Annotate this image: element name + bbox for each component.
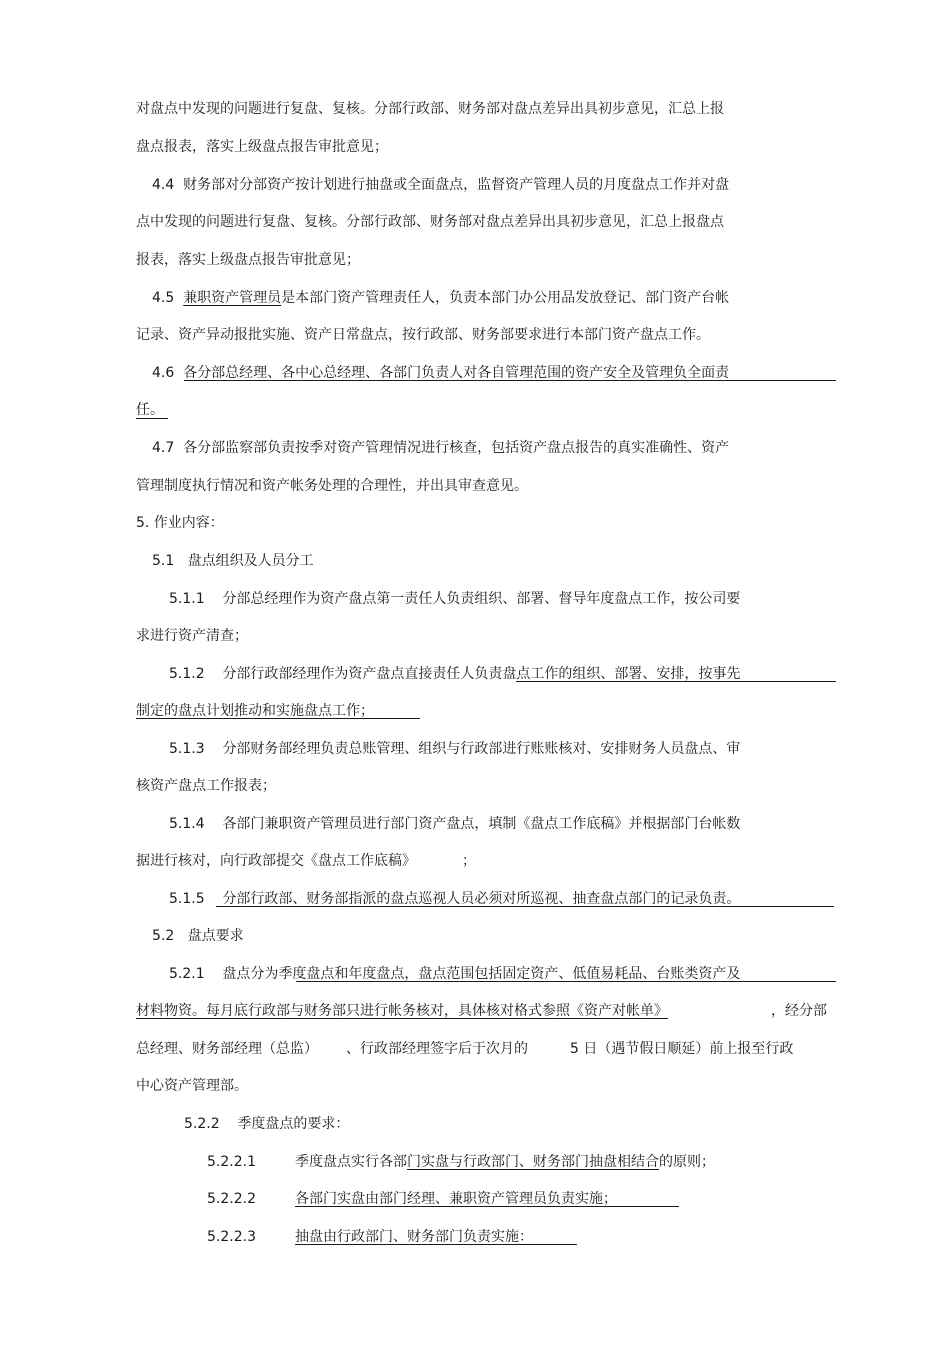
underline-rule	[136, 718, 420, 719]
clause-number: 4.4	[152, 177, 175, 193]
paragraph-line: 管理制度执行情况和资产帐务处理的合理性，并出具审查意见。	[136, 478, 528, 494]
clause-text: 分部总经理作为资产盘点第一责任人负责组织、部署、督导年度盘点工作，按公司要	[222, 591, 741, 607]
clause-5-2-2-1	[207, 1152, 256, 1172]
clause-number: 5.1.2	[169, 666, 205, 682]
heading-text: 盘点要求	[187, 928, 244, 944]
clause-number: 4.7	[152, 440, 175, 456]
clause-number: 5.2.2.3	[207, 1229, 256, 1245]
clause-number: 5.2.1	[169, 966, 205, 982]
paragraph-fragment: 、行政部经理签字后于次月的	[346, 1041, 528, 1057]
plain-text: 季度盘点实行各部	[295, 1154, 407, 1170]
paragraph-line: 对盘点中发现的问题进行复盘、复核。分部行政部、财务部对盘点差异出具初步意见，汇总上报	[136, 101, 724, 117]
clause-4-5	[152, 288, 729, 308]
paragraph-line: 报表，落实上级盘点报告审批意见；	[136, 252, 360, 268]
clause-number: 5.1.1	[169, 591, 205, 607]
clause-number: 4.5	[152, 290, 175, 306]
paragraph-line	[136, 1001, 668, 1021]
paragraph-line: 总经理、财务部经理（总监）	[136, 1041, 318, 1057]
paragraph-line: 记录、资产异动报批实施、资产日常盘点，按行政部、财务部要求进行本部门资产盘点工作。	[136, 327, 710, 343]
paragraph-fragment: ，经分部	[771, 1003, 827, 1019]
clause-text: 盘点分为	[222, 966, 279, 982]
heading-5-2	[152, 926, 244, 946]
paragraph-line: 求进行资产清查；	[136, 628, 248, 644]
underline-rule	[184, 380, 836, 381]
underlined-text: 季度盘点和年度盘点，盘点范围包括固定资产、低值易耗品、台账类资产及	[278, 966, 741, 982]
clause-text: 各部门实盘由部门经理、兼职资产管理员负责实施；	[295, 1191, 617, 1207]
paragraph-fragment: ；	[462, 853, 476, 869]
underline-rule	[516, 681, 836, 682]
clause-4-7	[152, 438, 729, 458]
clause-text	[295, 1152, 715, 1172]
heading-text: 盘点组织及人员分工	[187, 553, 314, 569]
clause-4-4	[152, 175, 729, 195]
clause-number: 4.6	[152, 365, 175, 381]
clause-text: 分部行政部经理作为资产盘点直接责任人负责	[222, 666, 503, 682]
underlined-text: 兼职资产管理员	[183, 290, 282, 306]
clause-number: 5.2.2	[184, 1116, 220, 1132]
paragraph-line: 点中发现的问题进行复盘、复核。分部行政部、财务部对盘点差异出具初步意见，汇总上报盘点	[136, 214, 724, 230]
paragraph-fragment: 5 日（遇节假日顺延）前上报至行政	[570, 1041, 794, 1057]
clause-number: 5.1.5	[169, 891, 205, 907]
paragraph-line: 据进行核对，向行政部提交《盘点工作底稿》	[136, 853, 416, 869]
plain-text: 的原则；	[659, 1154, 715, 1170]
clause-number: 5.2	[152, 928, 175, 944]
paragraph-line: 任。	[136, 402, 164, 418]
heading-5-1	[152, 551, 314, 571]
paragraph-line: 中心资产管理部。	[136, 1078, 248, 1094]
clause-number: 5.2.2.2	[207, 1191, 256, 1207]
underline-rule	[295, 1206, 679, 1207]
clause-text: 分部行政部、财务部指派的盘点巡视人员必须对所巡视、抽查盘点部门的记录负责。	[222, 891, 741, 907]
paragraph-line: 制定的盘点计划推动和实施盘点工作；	[136, 703, 374, 719]
clause-5-2-2-3	[207, 1227, 256, 1247]
clause-5-1-4	[169, 814, 740, 834]
clause-number: 5.1	[152, 553, 175, 569]
paragraph-line: 核资产盘点工作报表；	[136, 778, 276, 794]
clause-number: 5.1.3	[169, 741, 205, 757]
clause-text: 抽盘由行政部门、财务部门负责实施：	[295, 1229, 533, 1245]
clause-text: 是本部门资产管理责任人，负责本部门办公用品发放登记、部门资产台帐	[281, 290, 730, 306]
clause-number: 5.1.4	[169, 816, 205, 832]
underlined-text: 材料物资。每月底行政部与财务部只进行帐务核对，具体核对格式参照《资产对帐单》	[136, 1003, 668, 1019]
clause-number: 5.2.2.1	[207, 1154, 256, 1170]
clause-5-1-1	[169, 589, 740, 609]
underline-rule	[295, 1244, 577, 1245]
clause-text: 各部门兼职资产管理员进行部门资产盘点，填制《盘点工作底稿》并根据部门台帐数	[222, 816, 741, 832]
clause-5-1-3	[169, 739, 740, 759]
underline-rule	[136, 418, 168, 419]
underline-rule	[216, 906, 834, 907]
section-heading-5: 5. 作业内容：	[136, 515, 224, 531]
heading-text: 季度盘点的要求：	[237, 1116, 350, 1132]
clause-text: 财务部对分部资产按计划进行抽盘或全面盘点，监督资产管理人员的月度盘点工作并对盘	[183, 177, 730, 193]
clause-text: 各分部总经理、各中心总经理、各部门负责人对各自管理范围的资产安全及管理负全面责	[183, 365, 730, 381]
paragraph-line: 盘点报表，落实上级盘点报告审批意见；	[136, 139, 388, 155]
underlined-text: 门实盘与行政部门、财务部门抽盘相结合	[407, 1154, 659, 1170]
underline-rule	[296, 981, 836, 982]
underlined-text: 盘点工作的组织、部署、安排，按事先	[502, 666, 741, 682]
clause-5-2-2-2	[207, 1189, 256, 1209]
clause-text: 各分部监察部负责按季对资产管理情况进行核查，包括资产盘点报告的真实准确性、资产	[183, 440, 730, 456]
clause-text: 分部财务部经理负责总账管理、组织与行政部进行账账核对、安排财务人员盘点、审	[222, 741, 741, 757]
heading-5-2-2	[184, 1114, 349, 1134]
